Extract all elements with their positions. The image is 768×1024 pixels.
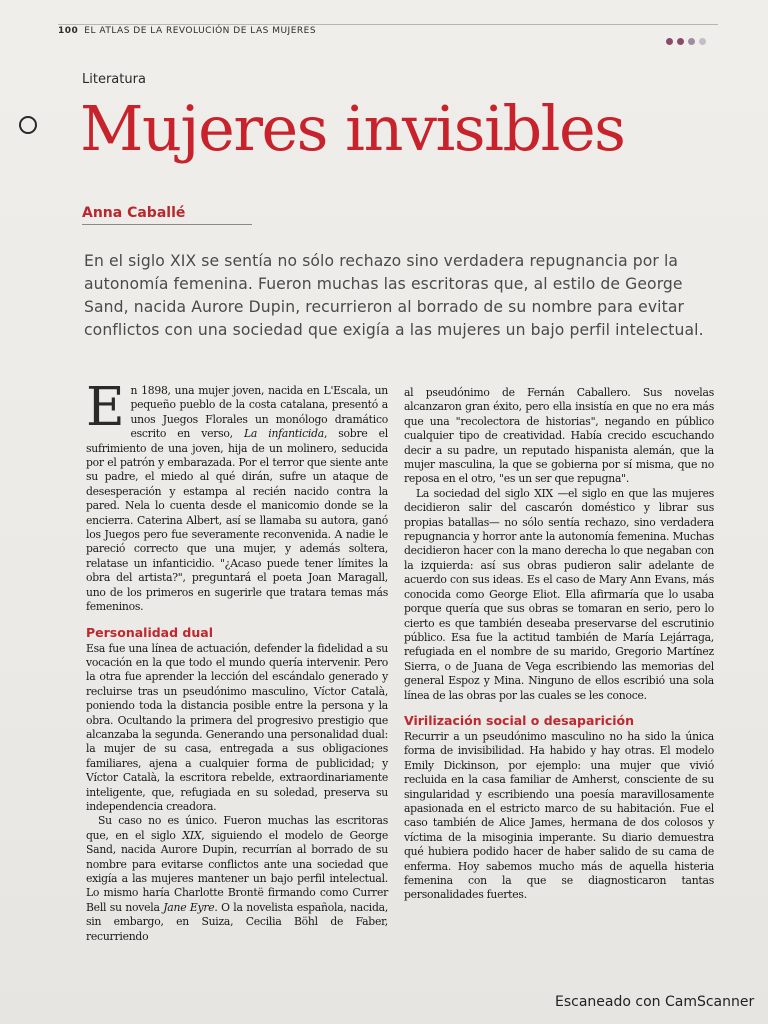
paragraph-text: n 1898, una mujer joven, nacida en L'Escala, un pequeño pueblo de la costa catalana, presentó a unos Juegos Florales un monólogo dramático escrito en verso, bbox=[130, 384, 388, 441]
paragraph-text: , sobre el sufrimiento de una joven, hija de un molinero, seducida por el patrón y embarazada. Por el terror que siente ante su padre, el miedo al qué dirán, sufre un ataque de desesperación y estampa al recién nacido contra la pared. Nela lo cuenta desde el manicomio donde se la encierra. Caterina Albert, así se llamaba su autora, ganó los Juegos pero fue severamente reconvenida. A nadie le pareció correcto que una mujer, y además soltera, relatase un infanticidio. "¿Acaso puede tener límites la obra del artista?", preguntará el poeta Joan Maragall, uno de los primeros en sugerirle que tratara temas más femeninos. bbox=[86, 427, 388, 614]
author-rule bbox=[82, 224, 252, 225]
work-title: La infanticida bbox=[244, 427, 324, 441]
dot-4 bbox=[699, 38, 706, 45]
header-rule bbox=[58, 24, 718, 25]
dot-1 bbox=[666, 38, 673, 45]
decorative-dots bbox=[666, 38, 706, 45]
left-column bbox=[86, 377, 388, 944]
page-number: 100 bbox=[58, 26, 79, 36]
paragraph-text: . O la novelista española, nacida, sin embargo, en Suiza, Cecilia Böhl de Faber, recurriendo bbox=[86, 900, 388, 943]
dot-2 bbox=[677, 38, 684, 45]
paragraph bbox=[86, 377, 388, 615]
drop-cap: E bbox=[86, 377, 125, 438]
paragraph-text: Su caso no es único. Fueron muchas las escritoras que, en el siglo bbox=[86, 814, 388, 842]
century-text: XIX bbox=[182, 828, 202, 842]
work-title: Jane Eyre bbox=[163, 900, 215, 914]
paragraph bbox=[86, 814, 388, 944]
article-title: Mujeres invisibles bbox=[80, 92, 625, 165]
scanner-watermark: Escaneado con CamScanner bbox=[555, 994, 755, 1010]
subheading-personalidad-dual: Personalidad dual bbox=[86, 624, 213, 640]
right-column bbox=[404, 386, 714, 903]
paragraph-text: , siguiendo el modelo de George Sand, nacida Aurore Dupin, recurrían al borrado de su nombre para evitarse conflictos ante una sociedad que exigía a las mujeres mantener un bajo perfil intelectual. Lo mismo haría Charlotte Brontë firmando como Currer Bell su novela bbox=[86, 828, 388, 914]
running-header bbox=[58, 26, 316, 36]
article-lead: En el siglo XIX se sentía no sólo rechazo sino verdadera repugnancia por la autonomía femenina. Fueron muchas las escritoras que, al estilo de George Sand, nacida Aurore Dupin, recurrieron al borrado de su nombre para evitar conflictos con una sociedad que exigía a las mujeres un bajo perfil intelectual. bbox=[84, 252, 704, 339]
binder-hole-icon bbox=[19, 116, 37, 134]
paragraph: Esa fue una línea de actuación, defender la fidelidad a su vocación en la que todo el mundo quería intervenir. Pero la otra fue aprender la lección del escándalo generado y recluirse tras un pseudónimo masculino, Víctor Català, poniendo toda la distancia posible entre la persona y la obra. Ocultando la primera del progresivo prestigio que alcanzaba la segunda. Generando una personalidad dual: la mujer de su casa, entregada a sus obligaciones familiares, ajena a cualquier forma de publicidad; y Víctor Català, la escritora rebelde, extraordinariamente inteligente, que, refugiada en su soledad, preserva su independencia creadora. bbox=[86, 641, 388, 813]
running-title: EL ATLAS DE LA REVOLUCIÓN DE LAS MUJERES bbox=[84, 26, 317, 36]
paragraph: al pseudónimo de Fernán Caballero. Sus novelas alcanzaron gran éxito, pero ella insistía en que no era más que una "recolectora de historias", negando en público cualquier tipo de creatividad. Había crecido escuchando decir a su padre, un reputado hispanista alemán, que la mujer masculina, la que se gobierna por sí misma, que no reposa en el otro, "es un ser que repugna". bbox=[404, 386, 714, 486]
paragraph: La sociedad del siglo XIX —el siglo en que las mujeres decidieron salir del cascarón doméstico y librar sus propias batallas— no sólo sentía rechazo, sino verdadera repugnancia y horror ante la autonomía femenina. Muchas decidieron hacer con la mano derecha lo que negaban con la izquierda: así sus obras pudieron salir adelante de acuerdo con sus ideas. Es el caso de Mary Ann Evans, más conocida como George Eliot. Ella afirmaría que lo usaba porque quería que sus obras se tomaran en serio, pero lo cierto es que también deseaba preservarse del escrutinio público. Esa fue la actitud también de María Lejárraga, refugiada en el nombre de su marido, Gregorio Martínez Sierra, o de Juana de Vega escribiendo las memorias del general Espoz y Mina. Ninguno de ellos escribió una sola línea de las obras por las cuales se les conoce. bbox=[404, 486, 714, 702]
section-label: Literatura bbox=[82, 72, 146, 87]
dot-3 bbox=[688, 38, 695, 45]
article-author: Anna Caballé bbox=[82, 205, 186, 221]
paragraph: Recurrir a un pseudónimo masculino no ha sido la única forma de invisibilidad. Ha habido y hay otras. El modelo Emily Dickinson, por ejemplo: una mujer que vivió recluida en la casa familiar de Amherst, consciente de su singularidad y escribiendo una poesía maravillosamente apasionada en el estricto marco de su habitación. Fue el caso también de Alice James, hermana de dos colosos y víctima de la misoginia imperante. Su diario demuestra qué hubiera podido hacer de haber salido de su cama de enferma. Hoy sabemos mucho más de aquella histeria femenina con la que se diagnosticaron tantas personalidades fuertes. bbox=[404, 729, 714, 902]
subheading-virilizacion: Virilización social o desaparición bbox=[404, 712, 635, 728]
